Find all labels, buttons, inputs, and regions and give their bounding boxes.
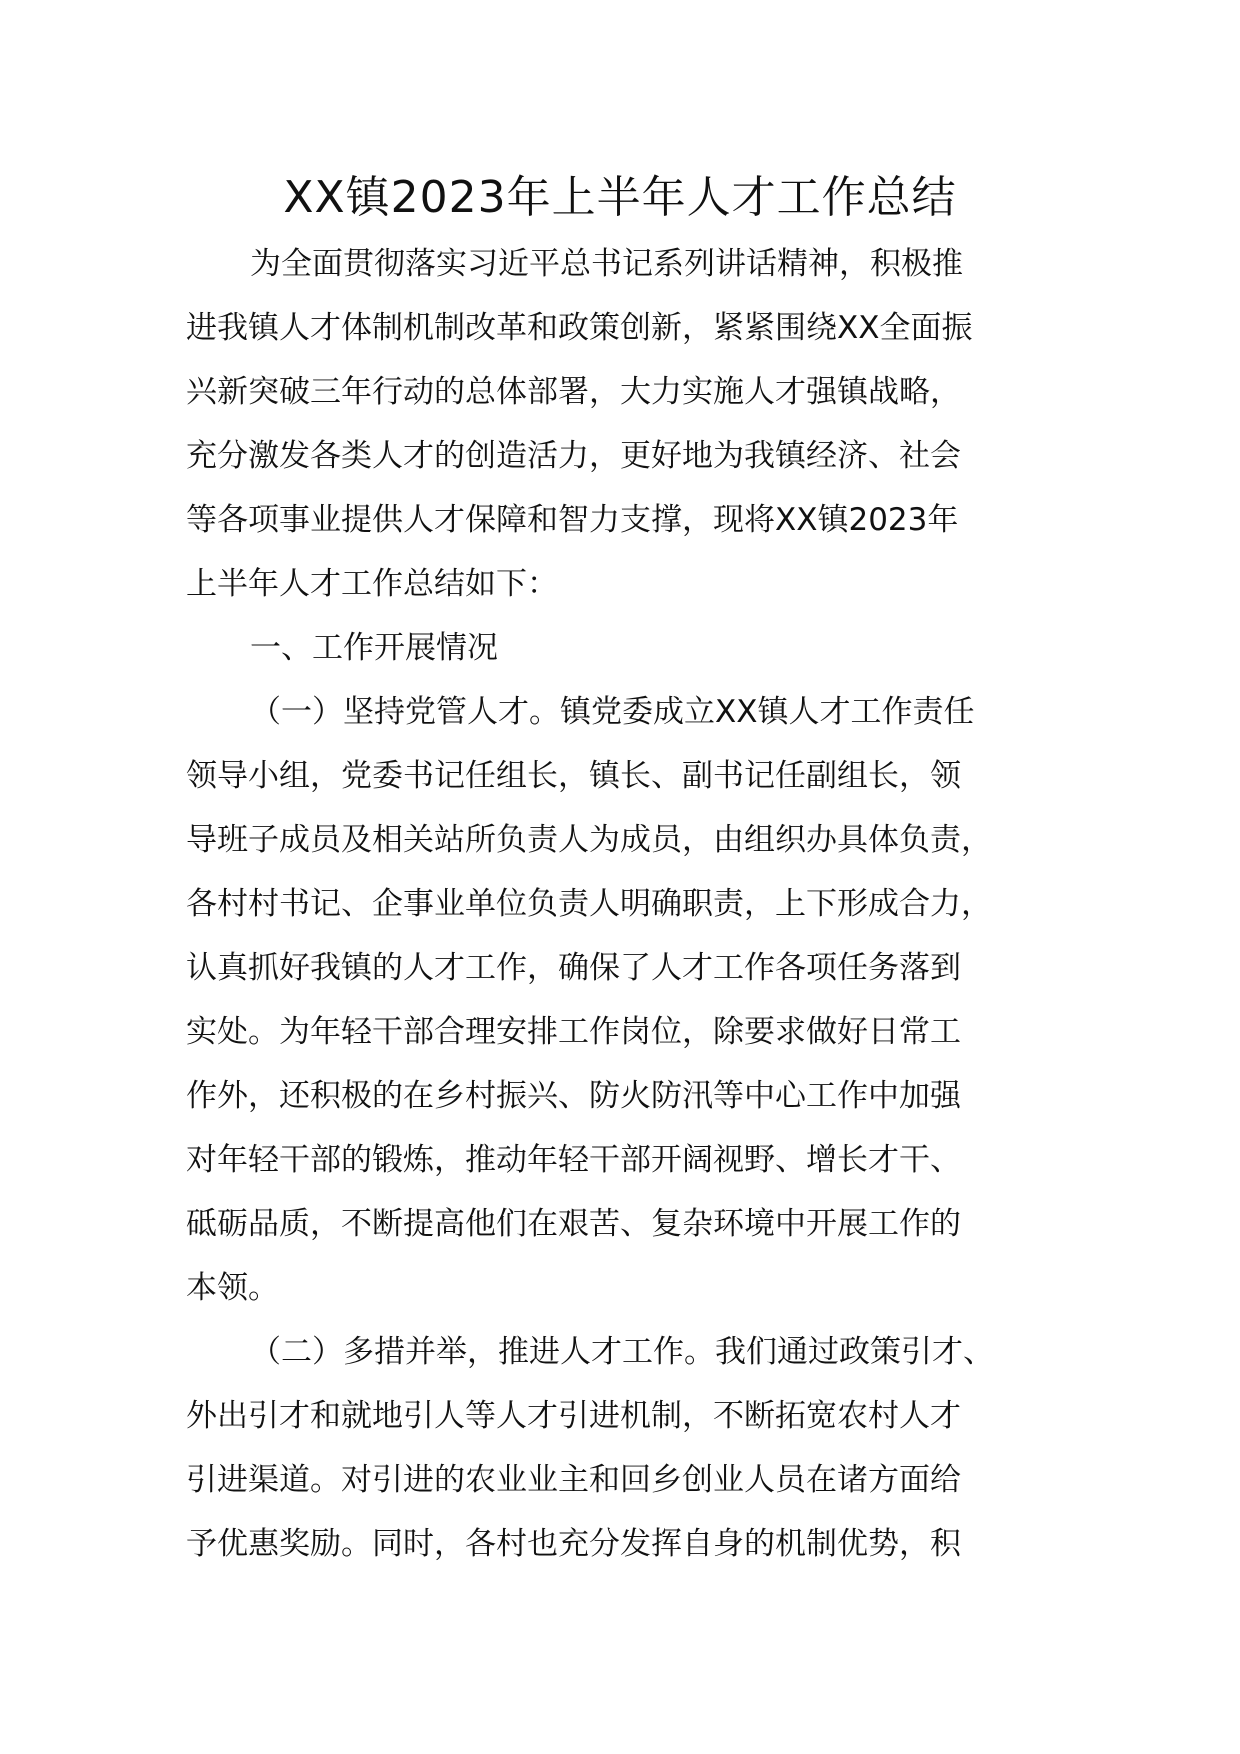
document-title: XX镇2023年上半年人才工作总结	[283, 172, 957, 223]
body-line: 实处。为年轻干部合理安排工作岗位，除要求做好日常工	[186, 1014, 961, 1050]
body-line: 对年轻干部的锻炼，推动年轻干部开阔视野、增长才干、	[186, 1142, 961, 1178]
body-line: 等各项事业提供人才保障和智力支撑，现将XX镇2023年	[186, 502, 959, 538]
body-line: 充分激发各类人才的创造活力，更好地为我镇经济、社会	[186, 438, 961, 474]
body-line: 一、工作开展情况	[250, 630, 498, 666]
body-line: 导班子成员及相关站所负责人为成员，由组织办具体负责，	[186, 822, 992, 858]
body-line: （一）坚持党管人才。镇党委成立XX镇人才工作责任	[250, 694, 975, 730]
body-line: 为全面贯彻落实习近平总书记系列讲话精神，积极推	[250, 246, 963, 282]
body-line: 予优惠奖励。同时，各村也充分发挥自身的机制优势，积	[186, 1526, 961, 1562]
body-line: 砥砺品质，不断提高他们在艰苦、复杂环境中开展工作的	[186, 1206, 961, 1242]
body-line: 兴新突破三年行动的总体部署，大力实施人才强镇战略，	[186, 374, 961, 410]
body-line: 进我镇人才体制机制改革和政策创新，紧紧围绕XX全面振	[186, 310, 973, 346]
body-line: 各村村书记、企事业单位负责人明确职责，上下形成合力，	[186, 886, 992, 922]
body-line: 认真抓好我镇的人才工作，确保了人才工作各项任务落到	[186, 950, 961, 986]
body-line: （二）多措并举，推进人才工作。我们通过政策引才、	[250, 1334, 994, 1370]
document-body	[186, 232, 1086, 1576]
body-line: 领导小组，党委书记任组长，镇长、副书记任副组长，领	[186, 758, 961, 794]
body-line: 本领。	[186, 1270, 279, 1306]
body-line: 上半年人才工作总结如下：	[186, 566, 558, 602]
body-line: 外出引才和就地引人等人才引进机制，不断拓宽农村人才	[186, 1398, 961, 1434]
body-line: 引进渠道。对引进的农业业主和回乡创业人员在诸方面给	[186, 1462, 961, 1498]
body-line: 作外，还积极的在乡村振兴、防火防汛等中心工作中加强	[186, 1078, 961, 1114]
